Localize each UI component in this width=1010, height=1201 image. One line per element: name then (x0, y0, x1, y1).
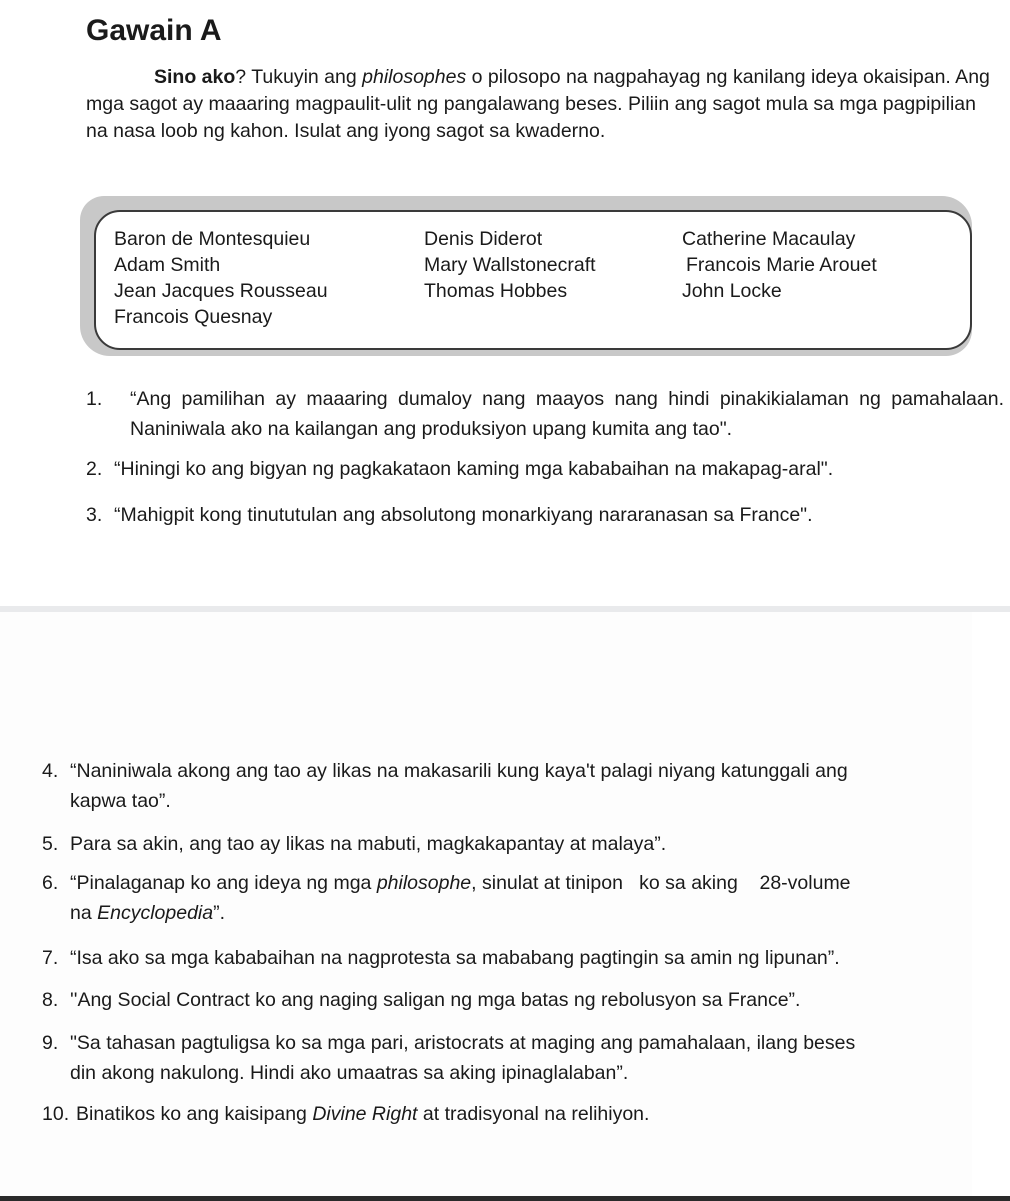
question-8 (42, 985, 954, 1015)
question-3 (86, 500, 998, 530)
question-text-c: at tradisyonal na relihiyon. (417, 1103, 650, 1125)
question-number: 7. (42, 947, 59, 969)
question-number: 9. (42, 1032, 59, 1054)
instructions-part2: o pilosopo na nagpahayag ng kanilang ideya okaisipan. Ang mga sagot ay maaaring magpaulit-ulit ng pangalawang beses. Piliin ang sagot mula sa mga pagpipilian na nasa loob ng kahon. Isulat ang iyong sagot sa kwaderno. (86, 66, 990, 142)
question-number: 5. (42, 833, 59, 855)
question-text: “Hiningi ko ang bigyan ng pagkakataon kaming mga kababaihan na makapag-aral". (114, 458, 834, 480)
question-number: 6. (42, 872, 59, 894)
choice-item: Catherine Macaulay (682, 228, 856, 250)
page-title: Gawain A (86, 14, 222, 47)
choice-item: Denis Diderot (424, 228, 543, 250)
choice-item: Francois Quesnay (114, 306, 273, 328)
question-number: 1. (86, 388, 103, 410)
choice-item: Adam Smith (114, 254, 221, 276)
question-text-italic: Divine Right (312, 1103, 418, 1125)
question-text: Para sa akin, ang tao ay likas na mabuti, magkakapantay at malaya”. (70, 833, 667, 855)
instructions-italic: philosophes (362, 66, 467, 88)
question-text: “Ang pamilihan ay maaaring dumaloy nang maayos nang hindi pinakikialaman ng pamahalaan. Naniniwala ako na kailangan ang produksiyon upang kumita ang tao". (130, 388, 1004, 440)
choices-box (94, 210, 972, 350)
question-number: 8. (42, 989, 59, 1011)
question-2 (86, 454, 998, 484)
question-number: 10. (42, 1103, 70, 1125)
question-9 (42, 1028, 954, 1088)
question-7 (42, 943, 954, 973)
question-text-line1: “Naniniwala akong ang tao ay likas na makasarili kung kaya't palagi niyang katunggali ang (70, 760, 848, 782)
question-number: 4. (42, 760, 59, 782)
choice-item: Baron de Montesquieu (114, 228, 311, 250)
question-text-a: Binatikos ko ang kaisipang (76, 1103, 313, 1125)
question-number: 3. (86, 504, 103, 526)
question-text-italic: philosophe (376, 872, 472, 894)
question-text-f: ”. (213, 902, 226, 924)
question-number: 2. (86, 458, 103, 480)
question-text: “Isa ako sa mga kababaihan na nagprotesta sa mababang pagtingin sa amin ng lipunan”. (70, 947, 840, 969)
instructions-lead: Sino ako (154, 66, 236, 88)
question-text-line1: "Sa tahasan pagtuligsa ko sa mga pari, aristocrats at maging ang pamahalaan, ilang beses (70, 1032, 856, 1054)
instructions-part1: ? Tukuyin ang (235, 66, 363, 88)
question-10 (42, 1099, 954, 1129)
choice-item: Mary Wallstonecraft (424, 254, 596, 276)
instructions (86, 64, 998, 145)
question-text-line2: kapwa tao”. (70, 790, 171, 812)
question-text: “Mahigpit kong tinututulan ang absolutong monarkiyang nararanasan sa France". (114, 504, 813, 526)
question-text-c: , sinulat at tinipon ko sa aking 28-volume (471, 872, 851, 894)
choice-item: Jean Jacques Rousseau (114, 280, 328, 302)
question-1 (86, 384, 1004, 444)
question-4 (42, 756, 954, 816)
choice-item: Thomas Hobbes (424, 280, 568, 302)
question-text-d: na (70, 902, 98, 924)
question-text-italic-2: Encyclopedia (97, 902, 214, 924)
question-text-line2: din akong nakulong. Hindi ako umaatras sa aking ipinaglalaban”. (70, 1062, 629, 1084)
choice-item: John Locke (682, 280, 782, 302)
question-text-a: “Pinalaganap ko ang ideya ng mga (70, 872, 377, 894)
choice-item: Francois Marie Arouet (686, 254, 877, 276)
question-text: ''Ang Social Contract ko ang naging saligan ng mga batas ng rebolusyon sa France”. (70, 989, 801, 1011)
question-5 (42, 829, 954, 859)
question-6 (42, 868, 954, 928)
bottom-edge (0, 1196, 1010, 1201)
